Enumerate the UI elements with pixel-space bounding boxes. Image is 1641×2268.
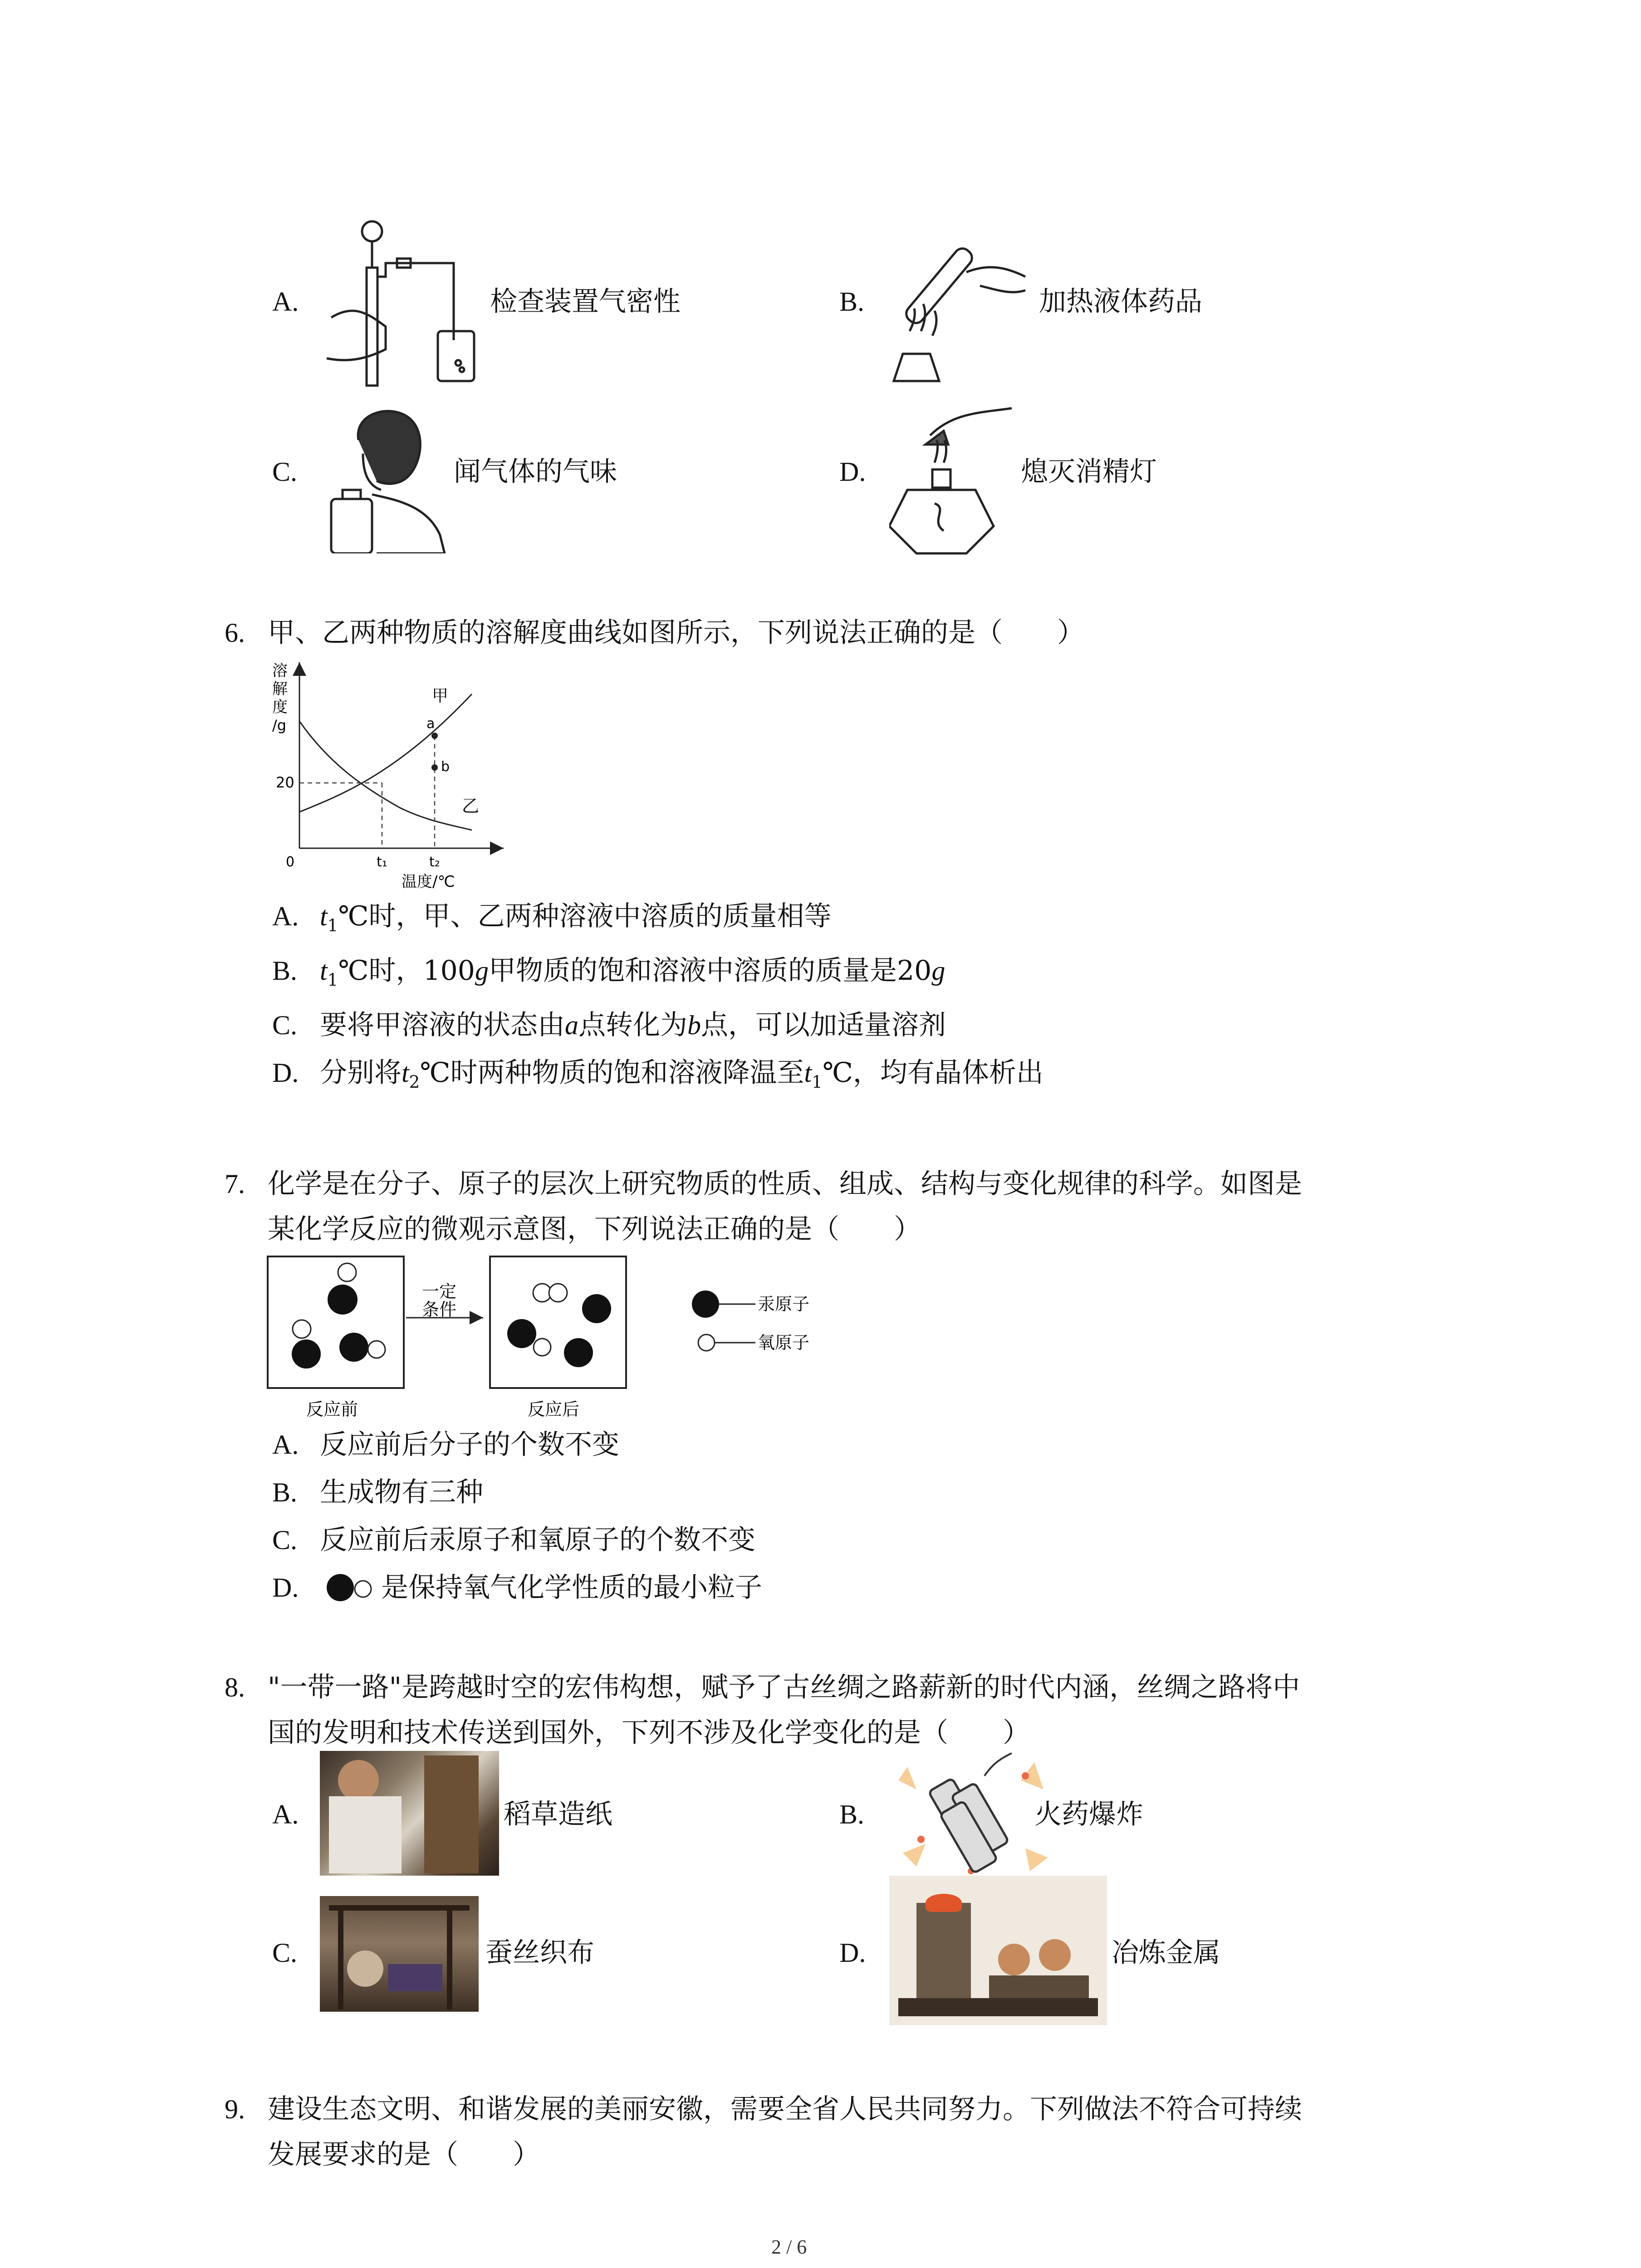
q8-number: 8.: [225, 1672, 245, 1702]
q9-number: 9.: [225, 2094, 245, 2124]
extinguish-lamp-icon: [889, 395, 1025, 558]
q6-stem: 甲、乙两种物质的溶解度曲线如图所示，下列说法正确的是（ ）: [268, 617, 1084, 649]
q7-option-c-letter: C.: [272, 1525, 298, 1555]
q9-stem-line1: 建设生态文明、和谐发展的美丽安徽，需要全省人民共同努力。下列做法不符合可持续: [268, 2093, 1302, 2125]
q7-stem-line2: 某化学反应的微观示意图，下列说法正确的是（ ）: [268, 1213, 921, 1245]
q8-option-a-text: 稻草造纸: [504, 1799, 612, 1830]
q7-option-a-text: 反应前后分子的个数不变: [320, 1429, 619, 1461]
q8-option-b-text: 火药爆炸: [1034, 1799, 1143, 1830]
firecracker-icon: [889, 1749, 1057, 1880]
solubility-chart: [263, 658, 517, 894]
q5-option-b-letter: B.: [839, 287, 865, 317]
q5-option-d-text: 熄灭消精灯: [1021, 456, 1157, 488]
y-label-4: /g: [272, 717, 287, 734]
x-axis-label: 温度/℃: [402, 873, 455, 891]
q7-number: 7.: [225, 1169, 245, 1199]
q8-option-d-letter: D.: [839, 1938, 866, 1968]
point-b-label: b: [441, 759, 450, 775]
q8-stem-line1: "一带一路"是跨越时空的宏伟构想，赋予了古丝绸之路薪新的时代内涵，丝绸之路将中: [268, 1672, 1300, 1703]
q6-option-a-text: $t_1℃$时，甲、乙两种溶液中溶质的质量相等: [320, 900, 832, 935]
q7-option-d-letter: D.: [272, 1573, 299, 1603]
curve-yi: [299, 721, 472, 830]
legend-mercury: 汞原子: [758, 1294, 810, 1314]
origin-label: 0: [286, 854, 295, 870]
silk-weaving-photo-icon: [320, 1896, 479, 2012]
q6-option-d-text: 分别将$t_2℃$时两种物质的饱和溶液降温至$t_1℃$，均有晶体析出: [320, 1057, 1043, 1092]
papermaking-photo-icon: [320, 1751, 499, 1876]
curve-jia-label: 甲: [432, 687, 449, 705]
q5-option-a-letter: A.: [272, 287, 299, 317]
q6-number: 6.: [225, 618, 245, 648]
q8-option-c-text: 蚕丝织布: [485, 1937, 594, 1969]
curve-yi-label: 乙: [462, 796, 480, 816]
q6-option-d-letter: D.: [272, 1058, 299, 1088]
q6-option-b-letter: B.: [272, 956, 298, 986]
oxygen-atom-legend: [698, 1334, 715, 1351]
y-label-3: 度: [272, 698, 288, 716]
q9-stem-line2: 发展要求的是（ ）: [268, 2139, 540, 2170]
before-label: 反应前: [306, 1399, 358, 1419]
q6-option-a-letter: A.: [272, 901, 299, 931]
after-label: 反应后: [528, 1399, 580, 1419]
q5-option-d-letter: D.: [839, 457, 866, 487]
arrow-top-label: 一定: [422, 1281, 457, 1301]
point-a-label: a: [426, 716, 435, 732]
point-a: [431, 733, 438, 739]
mercury-atom-legend: [692, 1290, 719, 1318]
reaction-diagram: [265, 1252, 855, 1433]
q5-option-b-text: 加热液体药品: [1039, 286, 1202, 318]
mercury-oxide-molecule-icon: [320, 1572, 383, 1603]
box-before: [268, 1256, 404, 1388]
q8-option-a-letter: A.: [272, 1799, 299, 1829]
metal-smelting-photo-icon: [889, 1876, 1107, 2025]
q6-option-b-text: $t_1℃$时，100g甲物质的饱和溶液中溶质的质量是20g: [320, 955, 945, 990]
q7-option-b-letter: B.: [272, 1477, 298, 1507]
smelling-gas-icon: [322, 399, 449, 553]
q7-option-b-text: 生成物有三种: [320, 1476, 483, 1508]
y-label-2: 解: [272, 680, 288, 698]
q6-option-c-letter: C.: [272, 1010, 298, 1040]
q7-option-a-letter: A.: [272, 1430, 299, 1460]
airtightness-check-icon: [318, 213, 499, 390]
page-number: 2 / 6: [771, 2236, 807, 2258]
point-b: [431, 764, 438, 771]
y-label-1: 溶: [272, 662, 288, 680]
y-tick-20: 20: [276, 774, 294, 791]
x-tick-t2: t₂: [429, 854, 440, 870]
q8-option-d-text: 冶炼金属: [1112, 1937, 1220, 1969]
q7-option-d-text: 是保持氧气化学性质的最小粒子: [381, 1572, 762, 1603]
q5-option-c-letter: C.: [272, 457, 298, 487]
box-after: [490, 1256, 626, 1388]
q8-option-b-letter: B.: [839, 1799, 865, 1829]
q5-option-a-text: 检查装置气密性: [490, 286, 681, 318]
q5-option-c-text: 闻气体的气味: [454, 456, 617, 488]
arrow-bottom-label: 条件: [422, 1300, 457, 1320]
x-tick-t1: t₁: [377, 854, 387, 870]
heating-liquid-icon: [889, 227, 1034, 390]
legend-oxygen: 氧原子: [758, 1333, 810, 1353]
q8-stem-line2: 国的发明和技术传送到国外，下列不涉及化学变化的是（ ）: [268, 1717, 1030, 1749]
q7-option-c-text: 反应前后汞原子和氧原子的个数不变: [320, 1524, 755, 1556]
q6-option-c-text: 要将甲溶液的状态由a点转化为b点，可以加适量溶剂: [320, 1009, 946, 1041]
q8-option-c-letter: C.: [272, 1938, 298, 1968]
q7-stem-line1: 化学是在分子、原子的层次上研究物质的性质、组成、结构与变化规律的科学。如图是: [268, 1168, 1302, 1200]
